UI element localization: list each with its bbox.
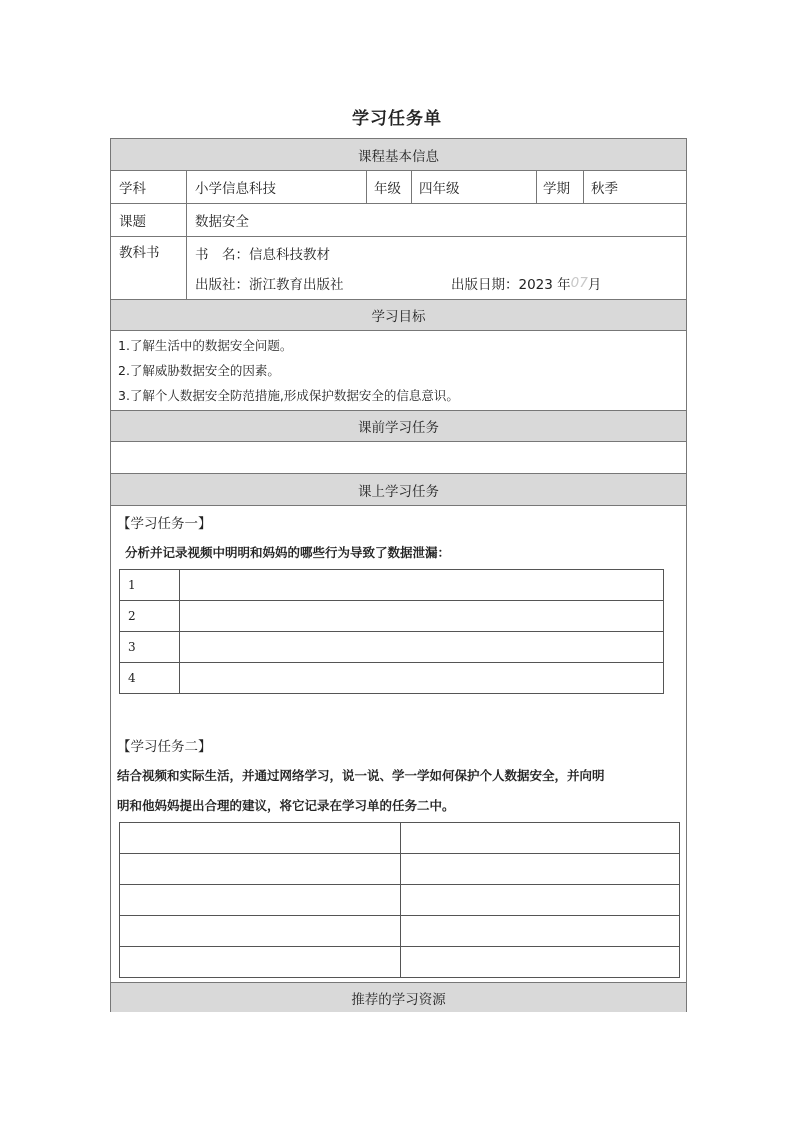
- answer-cell[interactable]: [401, 854, 680, 885]
- table-row: [120, 916, 680, 947]
- publish-date: [451, 271, 601, 295]
- goal-item: 2.了解威胁数据安全的因素。: [118, 363, 280, 378]
- topic-label: 课题: [119, 213, 146, 230]
- task2-text-line: 结合视频和实际生活，并通过网络学习，说一说、学一学如何保护个人数据安全，并向明: [117, 768, 605, 783]
- section-pre-class-label: 课前学习任务: [358, 420, 439, 436]
- task-sheet-table: [110, 138, 687, 1012]
- divider: [366, 171, 367, 203]
- task2-text-line: 明和他妈妈提出合理的建议，将它记录在学习单的任务二中。: [117, 798, 455, 813]
- section-basic-info: [111, 139, 686, 171]
- table-row: [120, 601, 664, 632]
- table-row: [120, 823, 680, 854]
- table-row: [120, 947, 680, 978]
- term-label: 学期: [543, 181, 570, 197]
- answer-cell[interactable]: [180, 663, 664, 694]
- answer-cell[interactable]: [120, 916, 401, 947]
- section-in-class: [111, 473, 686, 506]
- subject-value: 小学信息科技: [195, 181, 276, 197]
- publish-month: 07: [570, 275, 588, 291]
- grade-value: 四年级: [419, 181, 460, 197]
- divider: [111, 236, 686, 237]
- publisher: 出版社：浙江教育出版社: [195, 277, 344, 293]
- topic-value: 数据安全: [195, 213, 249, 230]
- task1-heading: 【学习任务一】: [117, 516, 212, 532]
- row-number: 2: [120, 601, 180, 632]
- task2-heading: 【学习任务二】: [117, 739, 212, 755]
- divider: [583, 171, 584, 203]
- answer-cell[interactable]: [401, 916, 680, 947]
- divider: [411, 171, 412, 203]
- publish-date-suffix: 月: [587, 277, 602, 293]
- task1-answer-table: [119, 569, 664, 694]
- section-goals-label: 学习目标: [371, 309, 426, 325]
- answer-cell[interactable]: [401, 947, 680, 978]
- section-resources-label: 推荐的学习资源: [351, 991, 446, 1008]
- goal-item: 1.了解生活中的数据安全问题。: [118, 338, 293, 353]
- subject-label: 学科: [119, 181, 146, 197]
- answer-cell[interactable]: [120, 947, 401, 978]
- row-number: 3: [120, 632, 180, 663]
- table-row: [120, 632, 664, 663]
- term-value: 秋季: [591, 181, 618, 197]
- divider: [536, 171, 537, 203]
- row-number: 4: [120, 663, 180, 694]
- section-resources: [111, 982, 686, 1012]
- goal-item: 3.了解个人数据安全防范措施,形成保护数据安全的信息意识。: [118, 388, 459, 403]
- answer-cell[interactable]: [120, 823, 401, 854]
- section-in-class-label: 课上学习任务: [358, 483, 439, 500]
- task2-answer-table: [119, 822, 680, 978]
- answer-cell[interactable]: [180, 570, 664, 601]
- section-basic-info-label: 课程基本信息: [358, 148, 439, 165]
- table-row: [120, 663, 664, 694]
- answer-cell[interactable]: [180, 632, 664, 663]
- section-pre-class: [111, 410, 686, 442]
- answer-cell[interactable]: [401, 823, 680, 854]
- task1-prompt: 分析并记录视频中明明和妈妈的哪些行为导致了数据泄漏：: [125, 545, 451, 560]
- answer-cell[interactable]: [120, 854, 401, 885]
- answer-cell[interactable]: [180, 601, 664, 632]
- publish-date-prefix: 出版日期：2023 年: [451, 277, 571, 293]
- section-goals: [111, 299, 686, 331]
- page-title: 学习任务单: [352, 109, 442, 129]
- textbook-label: 教科书: [119, 245, 160, 261]
- table-row: [120, 570, 664, 601]
- row-number: 1: [120, 570, 180, 601]
- table-row: [120, 854, 680, 885]
- answer-cell[interactable]: [401, 885, 680, 916]
- answer-cell[interactable]: [120, 885, 401, 916]
- divider: [186, 171, 187, 299]
- table-row: [120, 885, 680, 916]
- grade-label: 年级: [374, 181, 401, 197]
- book-name: 书 名：信息科技教材: [195, 247, 330, 263]
